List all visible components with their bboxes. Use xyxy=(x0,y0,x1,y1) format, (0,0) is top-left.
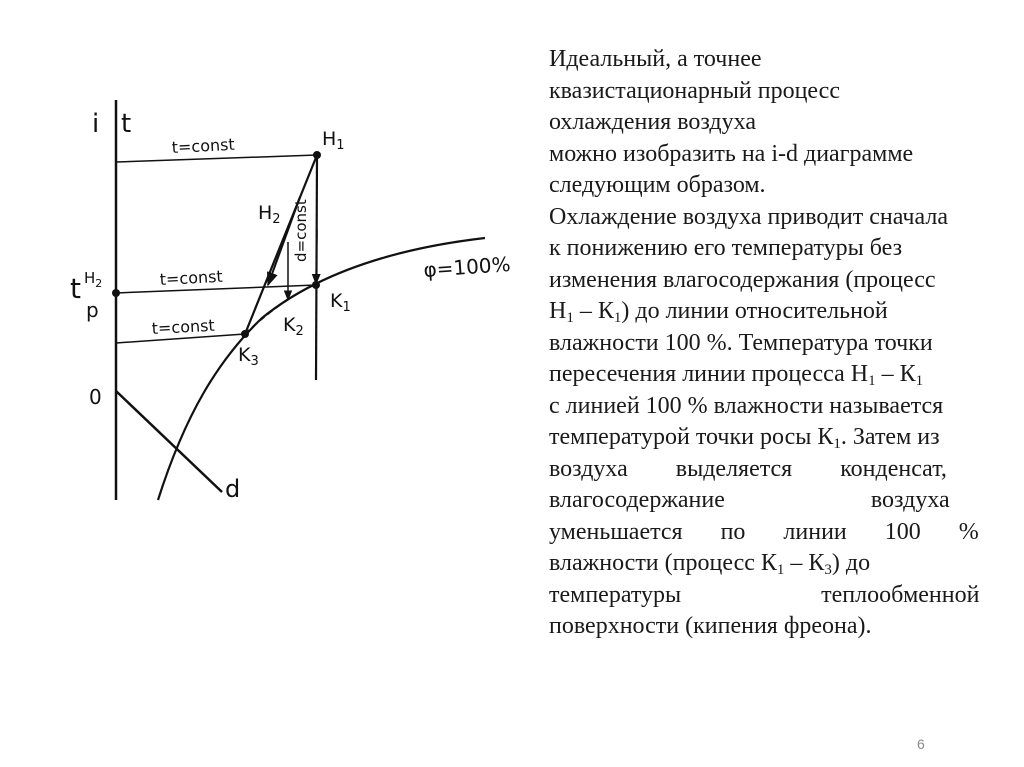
point-K3 xyxy=(241,330,249,338)
text-line: температуры теплообменной xyxy=(549,581,980,608)
text-line: следующим образом. xyxy=(549,172,766,198)
d-axis-line xyxy=(116,391,222,492)
text-line: влагосодержание воздуха xyxy=(549,487,950,513)
page-number: 6 xyxy=(917,736,925,752)
point-tp xyxy=(112,289,120,297)
isotherm-top xyxy=(116,155,317,162)
label-K3: $K_3$ xyxy=(238,344,259,369)
text-line: влажности 100 %. Температура точки xyxy=(549,329,933,356)
label-H2: $H_2$ xyxy=(258,202,281,227)
label-K1: $K_1$ xyxy=(330,290,351,315)
axis-label-i: i xyxy=(92,109,100,139)
i-d-diagram xyxy=(0,0,520,540)
label-H1: $H_1$ xyxy=(322,128,345,153)
text-line: изменения влагосодержания (процесс xyxy=(549,266,936,293)
tp-label: t xyxy=(70,272,81,305)
isotherm-mid xyxy=(116,285,316,293)
text-line: можно изобразить на i-d диаграмме xyxy=(549,140,914,167)
text-line: к понижению его температуры без xyxy=(549,235,903,261)
tp-superscript: $H_2$ xyxy=(84,269,103,290)
t-const-label-mid: t=const xyxy=(159,266,224,289)
axis-label-t: t xyxy=(121,109,132,139)
label-K2: $K_2$ xyxy=(283,314,304,339)
arrow-H1-K1 xyxy=(316,230,317,284)
text-line: уменьшается по линии 100 % xyxy=(549,518,979,545)
zero-label: 0 xyxy=(89,385,102,409)
description-text xyxy=(549,44,1024,643)
text-line: пересечения линии процесса $Н_1 - К_1$ xyxy=(549,361,924,389)
text-line: воздуха выделяется конденсат, xyxy=(549,455,947,482)
text-line: Охлаждение воздуха приводит сначала xyxy=(549,203,948,230)
text-line: квазистационарный процесс xyxy=(549,77,840,104)
tp-subscript: p xyxy=(86,298,99,322)
point-K1 xyxy=(312,281,320,289)
text-line: с линией 100 % влажности называется xyxy=(549,392,944,419)
text-line: Идеальный, а точнее xyxy=(549,46,762,72)
t-const-label-top: t=const xyxy=(171,134,236,157)
text-line: поверхности (кипения фреона). xyxy=(549,613,872,639)
text-line: $Н_1 - К_1$) до линии относительной xyxy=(549,298,888,326)
d-label: d xyxy=(225,475,241,503)
phi-label: φ=100% xyxy=(422,251,512,282)
t-const-label-low: t=const xyxy=(151,315,216,338)
text-line: охлаждения воздуха xyxy=(549,109,756,135)
d-const-label: d=const xyxy=(292,199,310,262)
text-line: влажности (процесс $К_1 - К_3$) до xyxy=(549,550,871,578)
text-line: температурой точки росы $К_1$. Затем из xyxy=(549,424,940,452)
